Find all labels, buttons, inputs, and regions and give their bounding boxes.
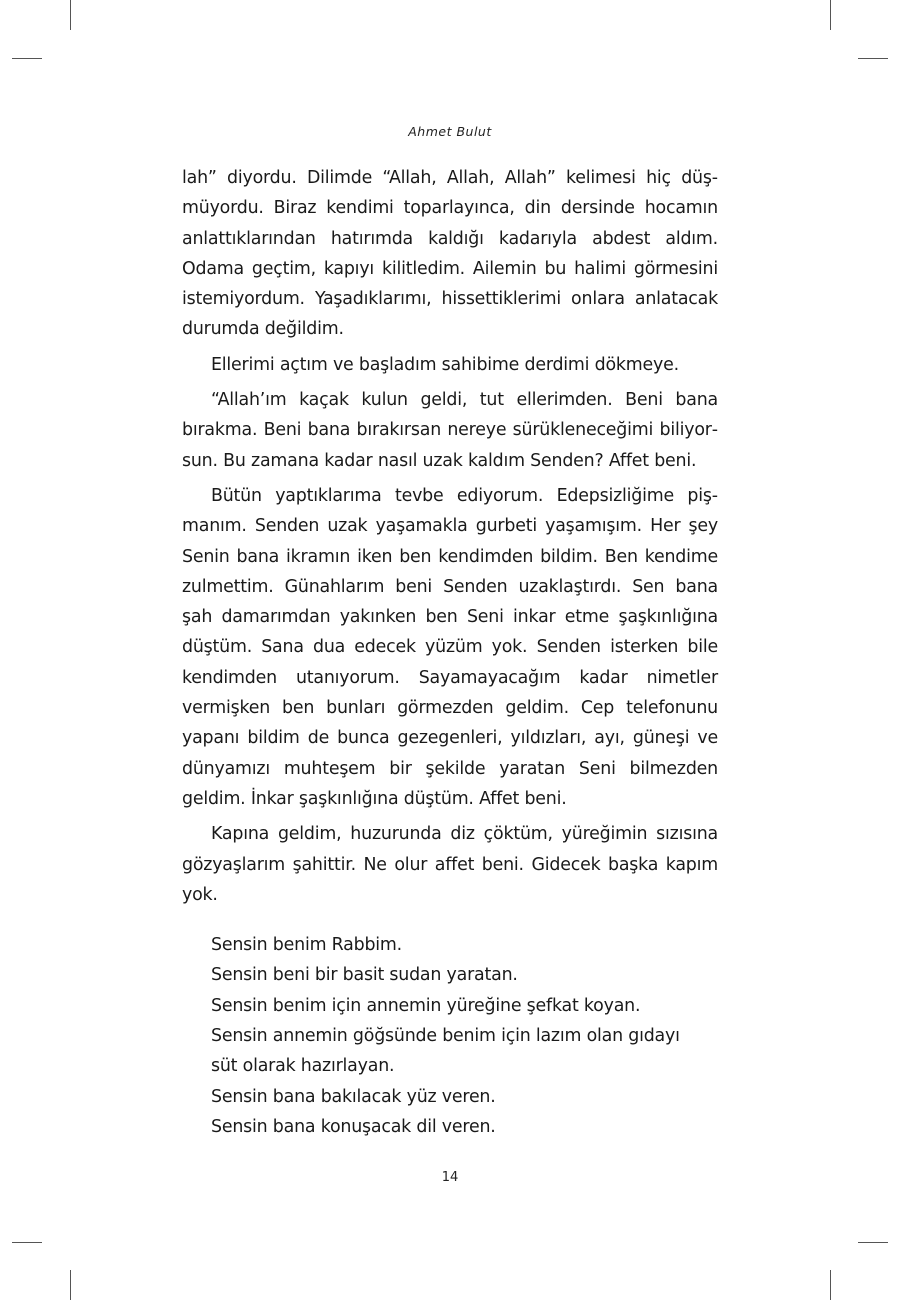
crop-mark bbox=[70, 1270, 71, 1300]
verse-line: Sensin bana bakılacak yüz veren. bbox=[211, 1086, 496, 1107]
verse-block bbox=[182, 930, 718, 1142]
running-head-author: Ahmet Bulut bbox=[408, 124, 492, 139]
verse-line: Sensin beni bir basit sudan yaratan. bbox=[211, 965, 518, 986]
crop-mark bbox=[830, 1270, 831, 1300]
verse-line: Sensin annemin göğsünde benim için lazım olan gıdayı bbox=[211, 1026, 680, 1047]
paragraph: Kapına geldim, huzurunda diz çöktüm, yüreğimin sızısına gözyaşlarım şahittir. Ne olur affet beni. Gidecek başka kapım yok. bbox=[182, 824, 718, 905]
paragraph: Bütün yaptıklarıma tevbe ediyorum. Edepsizliğime pişmanım. Senden uzak yaşamakla gurbeti yaşamışım. Her şey Senin bana ikramın iken ben kendimden bildim. Ben kendime zulmettim. Günahlarım beni Senden uzaklaştırdı. Sen bana şah damarımdan yakınken ben Seni inkar etme şaşkınlığına düştüm. Sana dua edecek yüzüm yok. Senden isterken bile kendimden utanıyorum. Sayamayacağım kadar nimetler vermişken ben bunları görmezden geldim. Cep telefonunu yapanı bildim de bunca gezegenleri, yıldızları, ayı, güneşi ve dünyamızı muhteşem bir şekilde yaratan Seni bilmezden geldim. İnkar şaşkınlığına düştüm. Affet beni. bbox=[182, 485, 718, 809]
verse-line: Sensin benim Rabbim. bbox=[211, 935, 402, 956]
crop-mark bbox=[858, 58, 888, 59]
paragraph: lah” diyordu. Dilimde “Allah, Allah, Allah” kelimesi hiç düşmüyordu. Biraz kendimi toparlayınca, din dersinde hocamın anlattıklarından hatırımda kaldığı kadarıyla abdest aldım. Odama geçtim, kapıyı kilitledim. Ailemin bu halimi görmesini istemiyordum. Yaşadıklarımı, hissettiklerimi onlara anlatacak durumda değildim. bbox=[182, 168, 718, 340]
crop-mark bbox=[12, 58, 42, 59]
crop-mark bbox=[70, 0, 71, 30]
paragraph: Ellerimi açtım ve başladım sahibime derdimi dökmeye. bbox=[211, 354, 679, 375]
crop-mark bbox=[12, 1242, 42, 1243]
crop-mark bbox=[858, 1242, 888, 1243]
page-number: 14 bbox=[441, 1170, 459, 1185]
paragraph: “Allah’ım kaçak kulun geldi, tut ellerimden. Beni bana bırakma. Beni bana bırakırsan nereye sürükleneceğimi biliyorsun. Bu zamana kadar nasıl uzak kaldım Senden? Affet beni. bbox=[182, 390, 718, 471]
verse-line: Sensin bana konuşacak dil veren. bbox=[211, 1116, 496, 1137]
crop-mark bbox=[830, 0, 831, 30]
body-text bbox=[182, 163, 718, 1142]
verse-line: Sensin benim için annemin yüreğine şefkat koyan. bbox=[211, 995, 641, 1016]
verse-line: süt olarak hazırlayan. bbox=[211, 1056, 395, 1077]
